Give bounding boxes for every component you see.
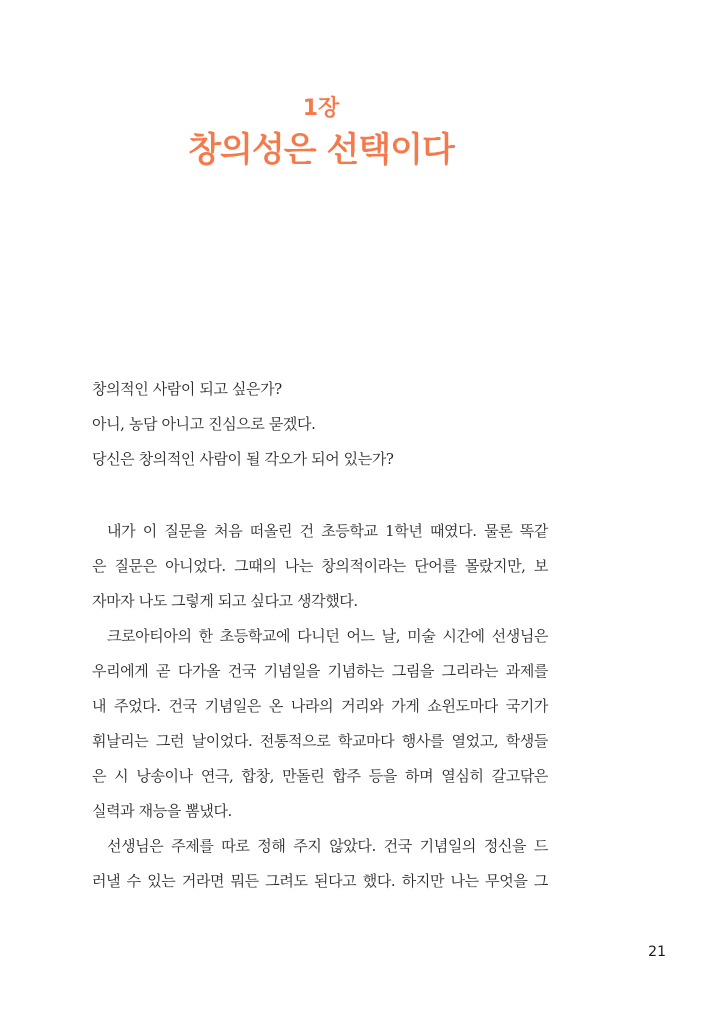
body-text — [92, 514, 548, 899]
chapter-number: 1장 — [302, 96, 340, 121]
body-line: 은 시 낭송이나 연극, 합창, 만돌린 합주 등을 하며 열심히 갈고닦은 — [92, 767, 548, 785]
body-line: 휘날리는 그런 날이었다. 전통적으로 학교마다 행사를 열었고, 학생들 — [92, 732, 548, 750]
body-line: 자마자 나도 그렇게 되고 싶다고 생각했다. — [92, 592, 358, 610]
intro-line: 아니, 농담 아니고 진심으로 묻겠다. — [92, 415, 316, 433]
body-line: 선생님은 주제를 따로 정해 주지 않았다. 건국 기념일의 정신을 드 — [107, 837, 548, 855]
body-line: 은 질문은 아니었다. 그때의 나는 창의적이라는 단어를 몰랐지만, 보 — [92, 557, 548, 575]
page-number: 21 — [648, 944, 666, 960]
intro-line: 당신은 창의적인 사람이 될 각오가 되어 있는가? — [92, 450, 394, 468]
body-line: 내 주었다. 건국 기념일은 온 나라의 거리와 가게 쇼윈도마다 국기가 — [92, 697, 548, 715]
chapter-title: 창의성은 선택이다 — [188, 130, 454, 170]
body-line: 러낼 수 있는 거라면 뭐든 그려도 된다고 했다. 하지만 나는 무엇을 그 — [92, 872, 548, 890]
body-line: 내가 이 질문을 처음 떠올린 건 초등학교 1학년 때였다. 물론 똑같 — [107, 522, 548, 540]
body-line: 실력과 재능을 뽐냈다. — [92, 802, 232, 820]
body-line: 우리에게 곧 다가올 건국 기념일을 기념하는 그림을 그리라는 과제를 — [92, 662, 548, 680]
intro-line: 창의적인 사람이 되고 싶은가? — [92, 380, 282, 398]
intro-block — [92, 372, 552, 477]
body-line: 크로아티아의 한 초등학교에 다니던 어느 날, 미술 시간에 선생님은 — [107, 627, 548, 645]
